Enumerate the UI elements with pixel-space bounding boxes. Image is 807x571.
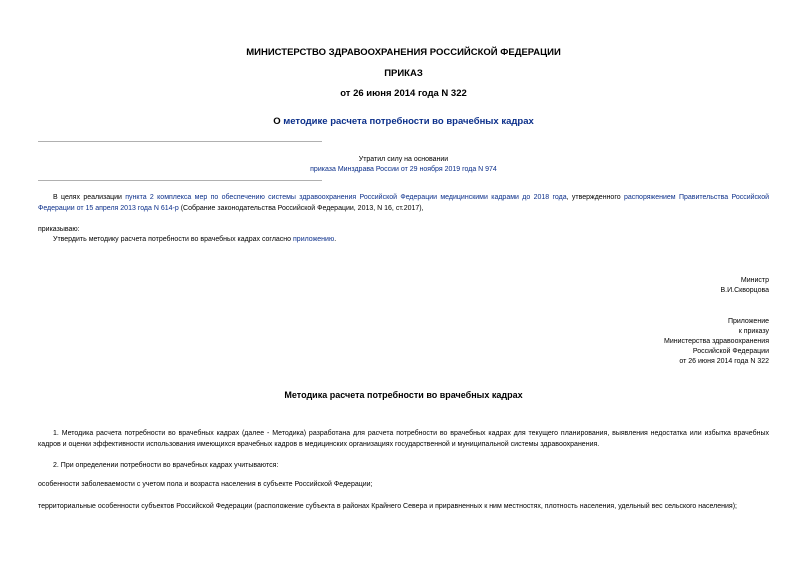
appendix-link[interactable]: приложению — [293, 236, 335, 243]
appendix-line-4: Российской Федерации — [692, 348, 769, 355]
ministry-heading: МИНИСТЕРСТВО ЗДРАВООХРАНЕНИЯ РОССИЙСКОЙ ФЕДЕРАЦИИ — [246, 47, 561, 58]
method-title: Методика расчета потребности во врачебных кадрах — [284, 390, 523, 400]
appendix-line-3: Министерства здравоохранения — [664, 338, 769, 345]
status-rule-bottom — [38, 180, 322, 181]
intro-text-2: , утвержденного — [566, 194, 624, 201]
body-paragraph-3: особенности заболеваемости с учетом пола и возраста населения в субъекте Российской Федерации; — [38, 481, 373, 488]
intro-paragraph — [38, 193, 769, 214]
appendix-line-1: Приложение — [727, 318, 769, 325]
appendix-block — [664, 317, 769, 367]
signature-block — [721, 276, 770, 296]
title-link[interactable]: методике расчета потребности во врачебных кадрах — [283, 116, 534, 127]
title-prefix: О — [273, 116, 284, 127]
intro-text-3: (Собрание законодательства Российской Федерации, 2013, N 16, ст.2017), — [178, 204, 424, 212]
approve-text: Утвердить методику расчета потребности во врачебных кадрах согласно — [53, 236, 294, 243]
intro-text-1: В целях реализации — [53, 194, 126, 201]
document-title — [38, 116, 769, 127]
body-paragraph-2: 2. При определении потребности во врачебных кадрах учитываются: — [53, 462, 279, 469]
signature-role: Министр — [740, 277, 769, 284]
status-note — [38, 155, 769, 175]
government-order-link[interactable]: распоряжением Правительства Российской Федерации от 15 апреля 2013 года N 614-р — [38, 194, 770, 212]
appendix-line-5: от 26 июня 2014 года N 322 — [679, 358, 769, 365]
appendix-line-2: к приказу — [738, 328, 769, 335]
order-date: от 26 июня 2014 года N 322 — [340, 88, 467, 99]
approve-paragraph — [38, 235, 769, 246]
body-paragraph-1: 1. Методика расчета потребности во врачебных кадрах (далее - Методика) разработана для расчета потребности во врачебных кадрах для текущего планирования, выявления недостатка или избытка врачебных кадров и оценки эффективности использования имеющихся врачебных кадров в медицинских организациях государственной и муниципальной системы здравоохранения. — [38, 430, 769, 448]
approve-end: . — [334, 236, 337, 243]
measures-link[interactable]: пункта 2 комплекса мер по обеспечению системы здравоохранения Российской Федерации медицинскими кадрами до 2018 года — [125, 194, 567, 201]
body-paragraph-4: территориальные особенности субъектов Российской Федерации (расположение субъекта в районах Крайнего Севера и приравненных к ним местностях, плотность населения, удельный вес сельского населения); — [38, 503, 737, 510]
repeal-link[interactable]: приказа Минздрава России от 29 ноября 2019 года N 974 — [310, 166, 497, 173]
signature-name: В.И.Скворцова — [720, 287, 769, 294]
status-rule-top — [38, 141, 322, 142]
order-word: приказываю: — [38, 226, 80, 233]
order-heading: ПРИКАЗ — [384, 68, 423, 79]
status-line: Утратил силу на основании — [358, 156, 449, 163]
